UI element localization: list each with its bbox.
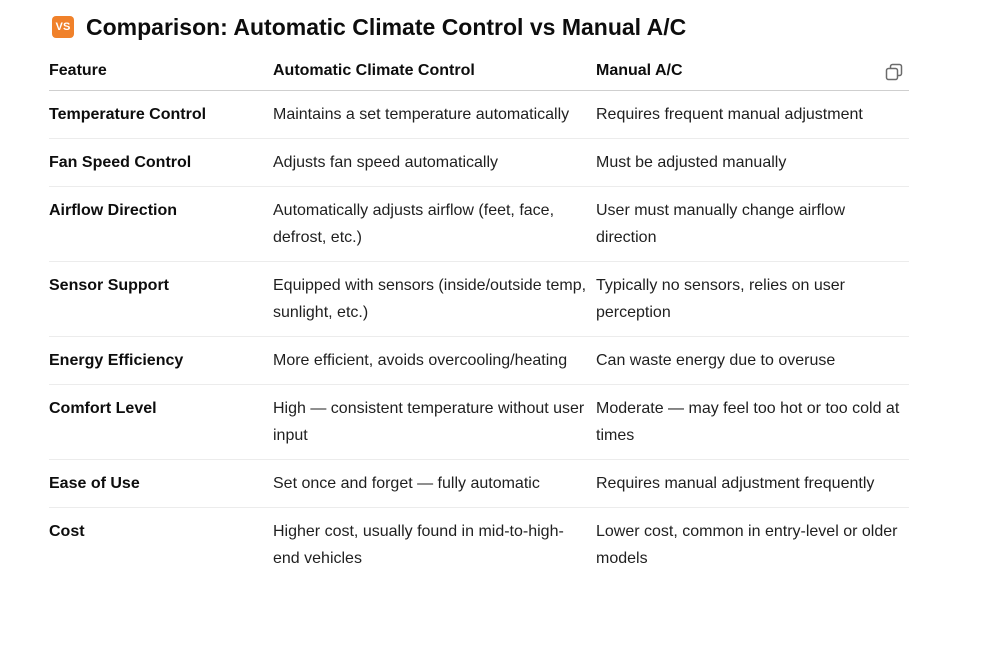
feature-cell: Energy Efficiency — [49, 337, 273, 385]
manual-cell: Can waste energy due to overuse — [596, 337, 909, 385]
page-title: Comparison: Automatic Climate Control vs Manual A/C — [86, 13, 687, 40]
feature-cell: Comfort Level — [49, 385, 273, 460]
title-row — [52, 12, 686, 42]
feature-cell: Fan Speed Control — [49, 139, 273, 187]
header-feature: Feature — [49, 52, 273, 91]
header-manual: Manual A/C — [596, 52, 909, 91]
automatic-cell: Equipped with sensors (inside/outside temp, sunlight, etc.) — [273, 262, 596, 337]
feature-cell: Sensor Support — [49, 262, 273, 337]
table-row — [49, 385, 909, 460]
table-row — [49, 262, 909, 337]
manual-cell: Typically no sensors, relies on user perception — [596, 262, 909, 337]
automatic-cell: Higher cost, usually found in mid-to-high-end vehicles — [273, 523, 564, 567]
table-row — [49, 508, 909, 583]
automatic-cell: Adjusts fan speed automatically — [273, 139, 596, 187]
table-row — [49, 187, 909, 262]
manual-cell: User must manually change airflow direction — [596, 187, 909, 262]
automatic-cell: Maintains a set temperature automatically — [273, 91, 596, 139]
table-header-row — [49, 52, 909, 91]
feature-cell: Ease of Use — [49, 460, 273, 508]
manual-cell: Requires manual adjustment frequently — [596, 460, 909, 508]
table-row — [49, 460, 909, 508]
header-automatic: Automatic Climate Control — [273, 52, 596, 91]
comparison-table — [49, 52, 909, 582]
automatic-cell: Automatically adjusts airflow (feet, face, defrost, etc.) — [273, 187, 596, 262]
comparison-table-container — [49, 52, 909, 582]
table-row — [49, 91, 909, 139]
table-row — [49, 337, 909, 385]
table-row — [49, 139, 909, 187]
feature-cell: Airflow Direction — [49, 187, 273, 262]
manual-cell: Moderate — may feel too hot or too cold at times — [596, 385, 909, 460]
manual-cell: Must be adjusted manually — [596, 139, 909, 187]
feature-cell: Temperature Control — [49, 91, 273, 139]
vs-badge-icon: VS — [52, 16, 74, 38]
manual-cell: Requires frequent manual adjustment — [596, 91, 909, 139]
manual-cell: Lower cost, common in entry-level or older models — [596, 523, 898, 567]
table-body — [49, 91, 909, 583]
automatic-cell: More efficient, avoids overcooling/heating — [273, 337, 596, 385]
automatic-cell: High — consistent temperature without user input — [273, 385, 596, 460]
feature-cell: Cost — [49, 523, 85, 540]
automatic-cell: Set once and forget — fully automatic — [273, 460, 596, 508]
